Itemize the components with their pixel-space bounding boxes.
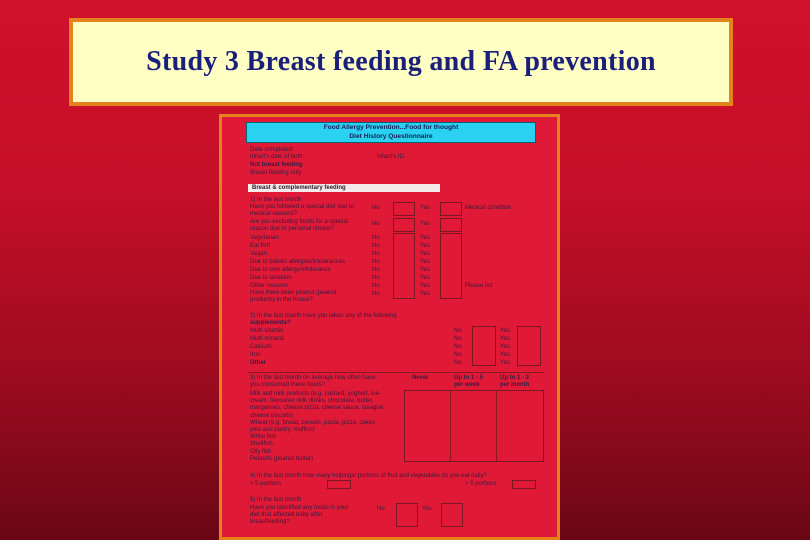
q3-item-label: cheese biscuits) [250,412,294,419]
breast-feeding-only: Breast feeding only [250,170,302,176]
q2-item-yes: Yes [500,336,510,342]
q2-item-no: No [454,344,462,350]
q1b: Are you excluding foods for a special [250,219,349,225]
q2-item-label: Other [250,360,267,366]
q2-item-yes: Yes [500,328,510,334]
q3-item-label: pies and pastry, muffins) [250,427,315,433]
q3-item-label: Wheat (e.g. bread, cereals, pasta, pizza, cakes, [250,419,377,426]
date-completed: Date completed: [250,147,294,153]
q5c: breastfeeding? [250,519,290,525]
q1-item-no: No [372,275,380,281]
q1-item-yes: Yes [420,243,430,249]
header-line-2: Diet History Questionnaire [349,133,433,140]
header-line-1: Food Allergy Prevention...Food for thought [323,124,459,131]
q5a: Have you identified any foods in your [250,505,349,511]
q1-item-no: No [372,235,380,241]
q1a-no-box [393,202,415,216]
q2-item-no: No [454,360,462,366]
breast-comp-label: Breast & complementary feeding [252,185,346,191]
q3-item-label: Peanuts (peanut butter) [250,455,314,462]
q1b-no-box [393,218,415,232]
lt5-portions: < 5 portions [250,481,282,487]
q3-item-label: Milk and milk products (e.g. custard, yoghurt, ice- [250,391,381,397]
slide-title-box [69,18,733,106]
q1-item-yes: Yes [420,283,430,289]
q3-title: 3) In the last month on average how often have [250,375,376,381]
q3-divider [248,372,544,373]
q1-item-label: Vegan [250,251,268,257]
q1-item-no: No [372,251,380,257]
q2-item-label: Multi vitamin [250,328,284,334]
q3-item-label: Shellfish [250,441,273,448]
q1b-2: reason due to personal choice? [250,226,334,232]
q1-title: 1) In the last month [250,197,302,203]
q1-item-yes: Yes [420,259,430,265]
q2-no-column [472,326,496,366]
q2-item-label: Calcium [250,344,272,350]
infant-dob: Infant's date of birth: [250,154,305,160]
q1-item-label: Vegetarian [250,235,279,241]
q1-item-yes: Yes [420,275,430,281]
breast-comp-bar [248,184,440,192]
q2-item-no: No [454,336,462,342]
q1-item-label: Due to babies allergies/intolerances [250,259,346,265]
q3-item-label: cream, flavoured milk drinks, chocolate, butter, [250,398,374,405]
infant-id: Infant's ID: [377,154,406,160]
q1-item-no: No [372,267,380,273]
upto-week-header: Up to 1 - 5 [454,375,484,381]
questionnaire-image [219,114,560,540]
q1-item-yes: Yes [420,267,430,273]
please-list: Please list [465,283,493,289]
q1a-yes-box [440,202,462,216]
q2-item-label: Iron [250,352,261,358]
q3-grid-col-1 [450,390,451,462]
medical-condition: Medical condition: [465,205,514,211]
gt5-portions: > 5 portions [465,481,497,487]
q5-yes-box [441,503,463,527]
q5-no: No [377,506,385,512]
gt5-box [512,480,536,489]
questionnaire-header [246,122,536,143]
q1-item-label: Due to lactation [250,275,292,281]
q2-title: 2) In the last month have you taken any of the following [250,313,397,319]
q1a-no: No [372,205,380,211]
q1a-yes: Yes [420,205,430,211]
q2-item-label: Multi mineral [250,336,285,342]
per-month-header: per month [500,382,530,388]
slide-title: Study 3 Breast feeding and FA prevention [146,46,656,77]
q1-item-no: No [372,259,380,265]
q1b-yes-box [440,218,462,232]
q1-item-no: No [372,243,380,249]
q2-sub: supplements? [250,320,291,326]
q1b-no: No [372,221,380,227]
q5-yes: Yes [422,506,432,512]
q3-grid [404,390,544,462]
q3-item-label: White fish [250,434,277,441]
q3-item-label: Oily fish [250,448,272,455]
q2-item-yes: Yes [500,344,510,350]
q2-item-no: No [454,352,462,358]
q1-item-label: Due to own allergy/intolerance [250,267,331,273]
q2-item-no: No [454,328,462,334]
q1b-yes: Yes [420,221,430,227]
upto-month-header: Up to 1 - 2 [500,375,530,381]
q3-grid-col-2 [496,390,497,462]
q3-sub: you consumed these foods? [250,382,326,388]
q2-yes-column [517,326,541,366]
q2-item-yes: Yes [500,352,510,358]
q1-item-yes: Yes [420,251,430,257]
q5-title: 5) In the last month [250,497,302,503]
q1-item-no: No [372,283,380,289]
q1c-2: products) in the house? [250,297,313,303]
q5b: diet that affected baby after [250,512,323,518]
never-header: Never [412,375,429,381]
q4-title: 4) In the last month how many helpings/ portions of fruit and vegetables do you eat daily? [250,473,487,479]
q1c-no: No [372,291,380,297]
q2-item-yes: Yes [500,360,510,366]
q1a: Have you followed a special diet due to [250,204,355,210]
q1-no-column [393,233,415,299]
q1a-2: medical reasons? [250,211,298,217]
lt5-box [327,480,351,489]
per-week-header: per week [454,382,480,388]
q1-item-label: Eat fish [250,243,271,249]
q3-item-label: margarines, cheese pizza, cheese sauce, lasagne, [250,405,385,412]
q1-item-label: Other reasons [250,283,289,289]
q1-item-yes: Yes [420,235,430,241]
q1c: Have there been peanut (peanut [250,290,337,296]
q1-yes-column [440,233,462,299]
not-breast-feeding: Not breast feeding [250,162,303,168]
q1c-yes: Yes [420,291,430,297]
q5-no-box [396,503,418,527]
